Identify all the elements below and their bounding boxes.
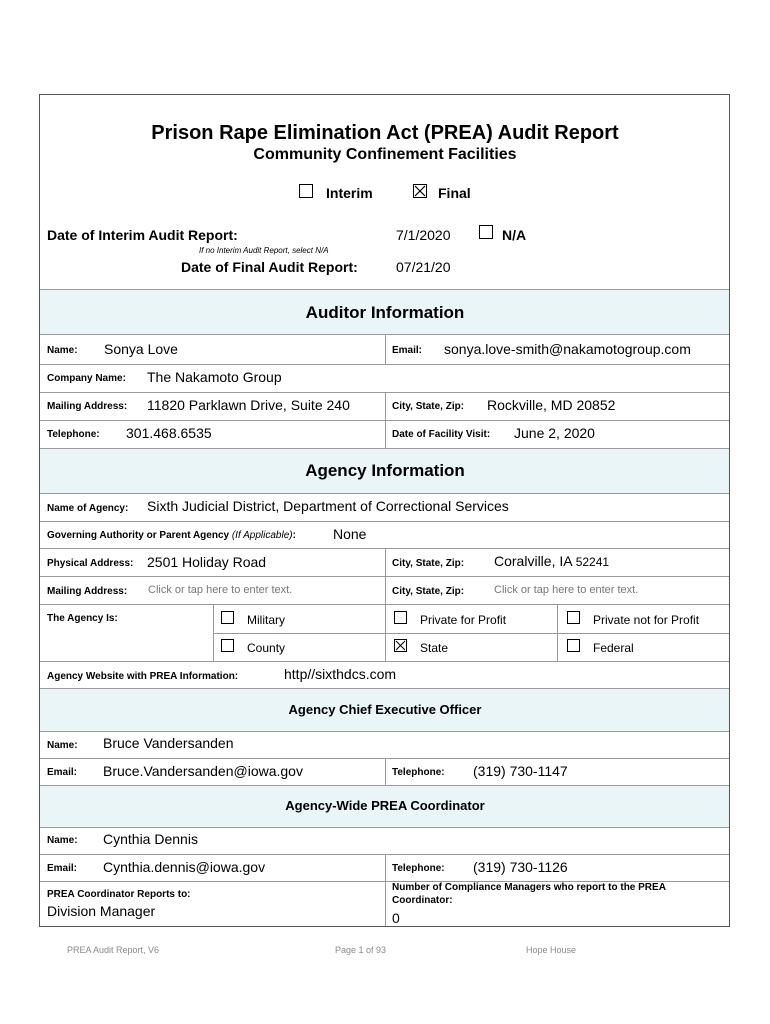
compliance-managers-label-line2: Coordinator: xyxy=(392,895,453,906)
report-title: Prison Rape Elimination Act (PREA) Audit Report xyxy=(151,122,619,144)
private-for-profit-checkbox[interactable] xyxy=(394,611,407,624)
facility-visit-date[interactable]: June 2, 2020 xyxy=(514,425,595,441)
physical-csz-label: City, State, Zip: xyxy=(392,558,465,569)
agency-name[interactable]: Sixth Judicial District, Department of Correctional Services xyxy=(147,498,509,514)
coordinator-email[interactable]: Cynthia.dennis@iowa.gov xyxy=(103,859,266,875)
coordinator-name-label: Name: xyxy=(47,835,78,846)
private-not-for-profit-checkbox[interactable] xyxy=(567,611,580,624)
agency-mailing-label: Mailing Address: xyxy=(47,586,128,597)
coordinator-phone-label: Telephone: xyxy=(392,863,445,874)
auditor-mailing[interactable]: 11820 Parklawn Drive, Suite 240 xyxy=(147,397,350,413)
agency-mailing-csz-input[interactable]: Click or tap here to enter text. xyxy=(494,584,639,596)
physical-address[interactable]: 2501 Holiday Road xyxy=(147,554,267,570)
military-label: Military xyxy=(247,613,285,627)
auditor-name[interactable]: Sonya Love xyxy=(104,341,178,357)
auditor-csz-label: City, State, Zip: xyxy=(392,401,465,412)
ceo-name-label: Name: xyxy=(47,740,78,751)
governing-note: (If Applicable) xyxy=(231,530,293,541)
interim-checkbox[interactable] xyxy=(299,184,313,198)
reports-to-value[interactable]: Division Manager xyxy=(47,903,156,919)
governing-label-text: Governing Authority or Parent Agency xyxy=(47,530,230,541)
ceo-phone[interactable]: (319) 730-1147 xyxy=(473,763,568,779)
final-check-mark xyxy=(414,185,426,197)
federal-label: Federal xyxy=(593,641,634,655)
auditor-company[interactable]: The Nakamoto Group xyxy=(147,369,282,385)
agency-mailing-csz-label: City, State, Zip: xyxy=(392,586,465,597)
facility-visit-label: Date of Facility Visit: xyxy=(392,429,491,440)
auditor-phone[interactable]: 301.468.6535 xyxy=(126,425,212,441)
state-check-mark xyxy=(395,640,406,651)
ceo-section-title: Agency Chief Executive Officer xyxy=(288,702,482,717)
footer-report-version: PREA Audit Report, V6 xyxy=(67,945,160,955)
report-subtitle: Community Confinement Facilities xyxy=(253,146,517,163)
agency-website[interactable]: http//sixthdcs.com xyxy=(284,666,397,682)
physical-csz[interactable] xyxy=(494,553,609,569)
final-checkbox[interactable] xyxy=(413,184,427,198)
governing-authority[interactable]: None xyxy=(333,526,367,542)
auditor-csz[interactable]: Rockville, MD 20852 xyxy=(487,397,616,413)
physical-city-state: Coralville, IA xyxy=(494,553,572,569)
state-label: State xyxy=(420,641,449,655)
ceo-phone-label: Telephone: xyxy=(392,767,445,778)
footer-page-number: Page 1 of 93 xyxy=(335,945,387,955)
coordinator-phone[interactable]: (319) 730-1126 xyxy=(473,859,568,875)
interim-label: Interim xyxy=(326,185,373,201)
agency-type-label: The Agency Is: xyxy=(47,613,118,624)
auditor-name-label: Name: xyxy=(47,345,78,356)
coordinator-email-label: Email: xyxy=(47,863,78,874)
auditor-email-label: Email: xyxy=(392,345,423,356)
agency-section-title: Agency Information xyxy=(305,461,465,480)
private-for-profit-label: Private for Profit xyxy=(420,613,507,627)
auditor-section-title: Auditor Information xyxy=(305,303,465,322)
interim-date-value[interactable]: 7/1/2020 xyxy=(396,227,451,243)
auditor-email[interactable]: sonya.love-smith@nakamotogroup.com xyxy=(444,341,691,357)
na-checkbox[interactable] xyxy=(479,225,493,239)
physical-address-label: Physical Address: xyxy=(47,558,134,569)
auditor-phone-label: Telephone: xyxy=(47,429,100,440)
agency-name-label: Name of Agency: xyxy=(47,503,129,514)
ceo-email[interactable]: Bruce.Vandersanden@iowa.gov xyxy=(103,763,303,779)
auditor-mailing-label: Mailing Address: xyxy=(47,401,128,412)
ceo-email-label: Email: xyxy=(47,767,78,778)
final-label: Final xyxy=(438,185,471,201)
interim-note: If no Interim Audit Report, select N/A xyxy=(199,246,329,255)
coordinator-section-title: Agency-Wide PREA Coordinator xyxy=(285,798,485,813)
auditor-company-label: Company Name: xyxy=(47,373,126,384)
military-checkbox[interactable] xyxy=(221,611,234,624)
physical-zip: 52241 xyxy=(575,555,610,569)
compliance-managers-label-line1: Number of Compliance Managers who report to the PREA xyxy=(392,882,666,893)
governing-colon: : xyxy=(292,530,296,541)
na-label: N/A xyxy=(502,227,527,243)
footer-facility-name: Hope House xyxy=(526,945,577,955)
governing-label xyxy=(47,530,296,541)
county-checkbox[interactable] xyxy=(221,639,234,652)
final-date-label: Date of Final Audit Report: xyxy=(181,259,358,275)
interim-date-label: Date of Interim Audit Report: xyxy=(47,227,238,243)
final-date-value[interactable]: 07/21/20 xyxy=(396,259,451,275)
website-label: Agency Website with PREA Information: xyxy=(47,671,239,682)
ceo-name[interactable]: Bruce Vandersanden xyxy=(103,735,234,751)
reports-to-label: PREA Coordinator Reports to: xyxy=(47,889,191,900)
compliance-managers-count[interactable]: 0 xyxy=(392,910,400,926)
county-label: County xyxy=(247,641,286,655)
coordinator-name[interactable]: Cynthia Dennis xyxy=(103,831,198,847)
federal-checkbox[interactable] xyxy=(567,639,580,652)
state-checkbox[interactable] xyxy=(394,639,407,652)
private-not-for-profit-label: Private not for Profit xyxy=(593,613,700,627)
agency-mailing-input[interactable]: Click or tap here to enter text. xyxy=(148,584,293,596)
